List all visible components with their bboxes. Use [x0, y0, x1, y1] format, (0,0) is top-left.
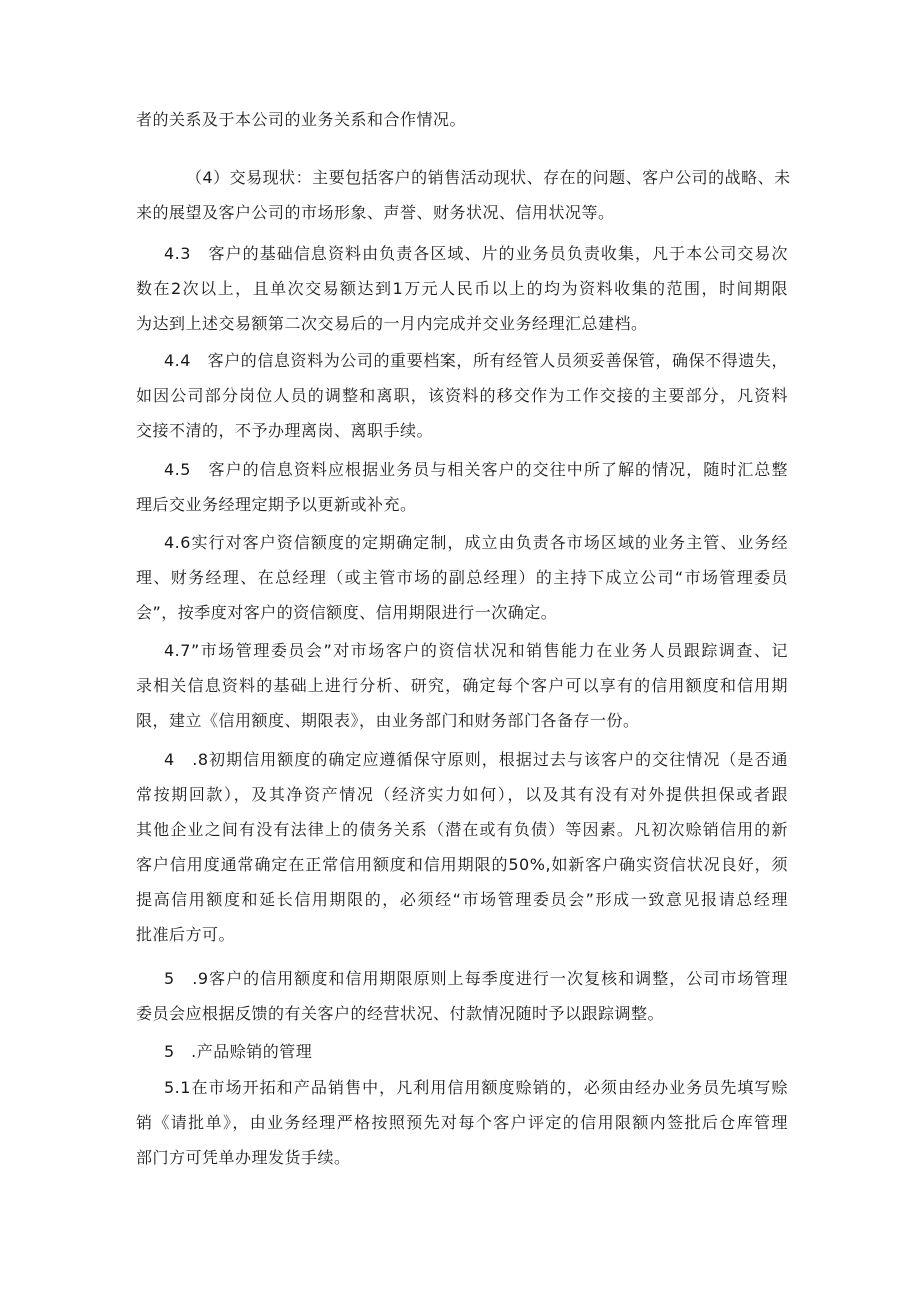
text-line: 录相关信息资料的基础上进行分析、研究，确定每个客户可以享有的信用额度和信用期	[136, 676, 788, 695]
text-line: 4.4 客户的信息资料为公司的重要档案，所有经管人员须妥善保管，确保不得遗失，	[164, 351, 788, 370]
text-line: 常按期回款），及其净资产情况（经济实力如何），以及其有没有对外提供担保或者跟	[136, 785, 788, 804]
text-line: 4 .8初期信用额度的确定应遵循保守原则，根据过去与该客户的交往情况（是否通	[164, 750, 788, 769]
text-line: 批准后方可。	[136, 925, 236, 944]
text-line: 部门方可凭单办理发货手续。	[136, 1148, 351, 1167]
text-line: 理、财务经理、在总经理（或主管市场的副总经理）的主持下成立公司“市场管理委员	[136, 568, 788, 587]
text-line: 销《请批单》，由业务经理严格按照预先对每个客户评定的信用限额内签批后仓库管理	[136, 1113, 788, 1132]
text-line: 4.7”市场管理委员会”对市场客户的资信状况和销售能力在业务人员跟踪调查、记	[164, 641, 788, 660]
text-line: 交接不清的，不予办理离岗、离职手续。	[136, 421, 434, 440]
text-line: 会”，按季度对客户的资信额度、信用期限进行一次确定。	[136, 603, 558, 622]
section-heading: 5 .产品赊销的管理	[164, 1042, 313, 1061]
text-line: 委员会应根据反馈的有关客户的经营状况、付款情况随时予以跟踪调整。	[136, 1004, 665, 1023]
text-line: 理后交业务经理定期予以更新或补充。	[136, 495, 417, 514]
text-line: 数在2次以上，且单次交易额达到1万元人民币以上的均为资料收集的范围，时间期限	[136, 279, 788, 298]
text-line: 提高信用额度和延长信用期限的，必须经“市场管理委员会”形成一致意见报请总经理	[136, 890, 788, 909]
text-line: 为达到上述交易额第二次交易后的一月内完成并交业务经理汇总建档。	[136, 314, 648, 333]
text-line: 者的关系及于本公司的业务关系和合作情况。	[136, 110, 467, 129]
text-line: 4.6实行对客户资信额度的定期确定制，成立由负责各市场区域的业务主管、业务经	[164, 533, 788, 552]
text-line: 4.3 客户的基础信息资料由负责各区域、片的业务员负责收集，凡于本公司交易次	[164, 244, 788, 263]
text-line: 其他企业之间有没有法律上的债务关系（潜在或有负债）等因素。凡初次赊销信用的新	[136, 820, 788, 839]
text-line: 来的展望及客户公司的市场形象、声誉、财务状况、信用状况等。	[136, 203, 615, 222]
text-line: 5 .9客户的信用额度和信用期限原则上每季度进行一次复核和调整，公司市场管理	[164, 969, 788, 988]
text-line: 如因公司部分岗位人员的调整和离职，该资料的移交作为工作交接的主要部分，凡资料	[136, 386, 788, 405]
text-line: 限，建立《信用额度、期限表》，由业务部门和财务部门各备存一份。	[136, 711, 640, 730]
text-line: 客户信用度通常确定在正常信用额度和信用期限的50%,如新客户确实资信状况良好，须	[136, 855, 788, 874]
text-line: （4）交易现状：主要包括客户的销售活动现状、存在的问题、客户公司的战略、未	[186, 168, 791, 187]
text-line: 4.5 客户的信息资料应根据业务员与相关客户的交往中所了解的情况，随时汇总整	[164, 460, 788, 479]
text-line: 5.1在市场开拓和产品销售中，凡利用信用额度赊销的，必须由经办业务员先填写赊	[164, 1078, 788, 1097]
